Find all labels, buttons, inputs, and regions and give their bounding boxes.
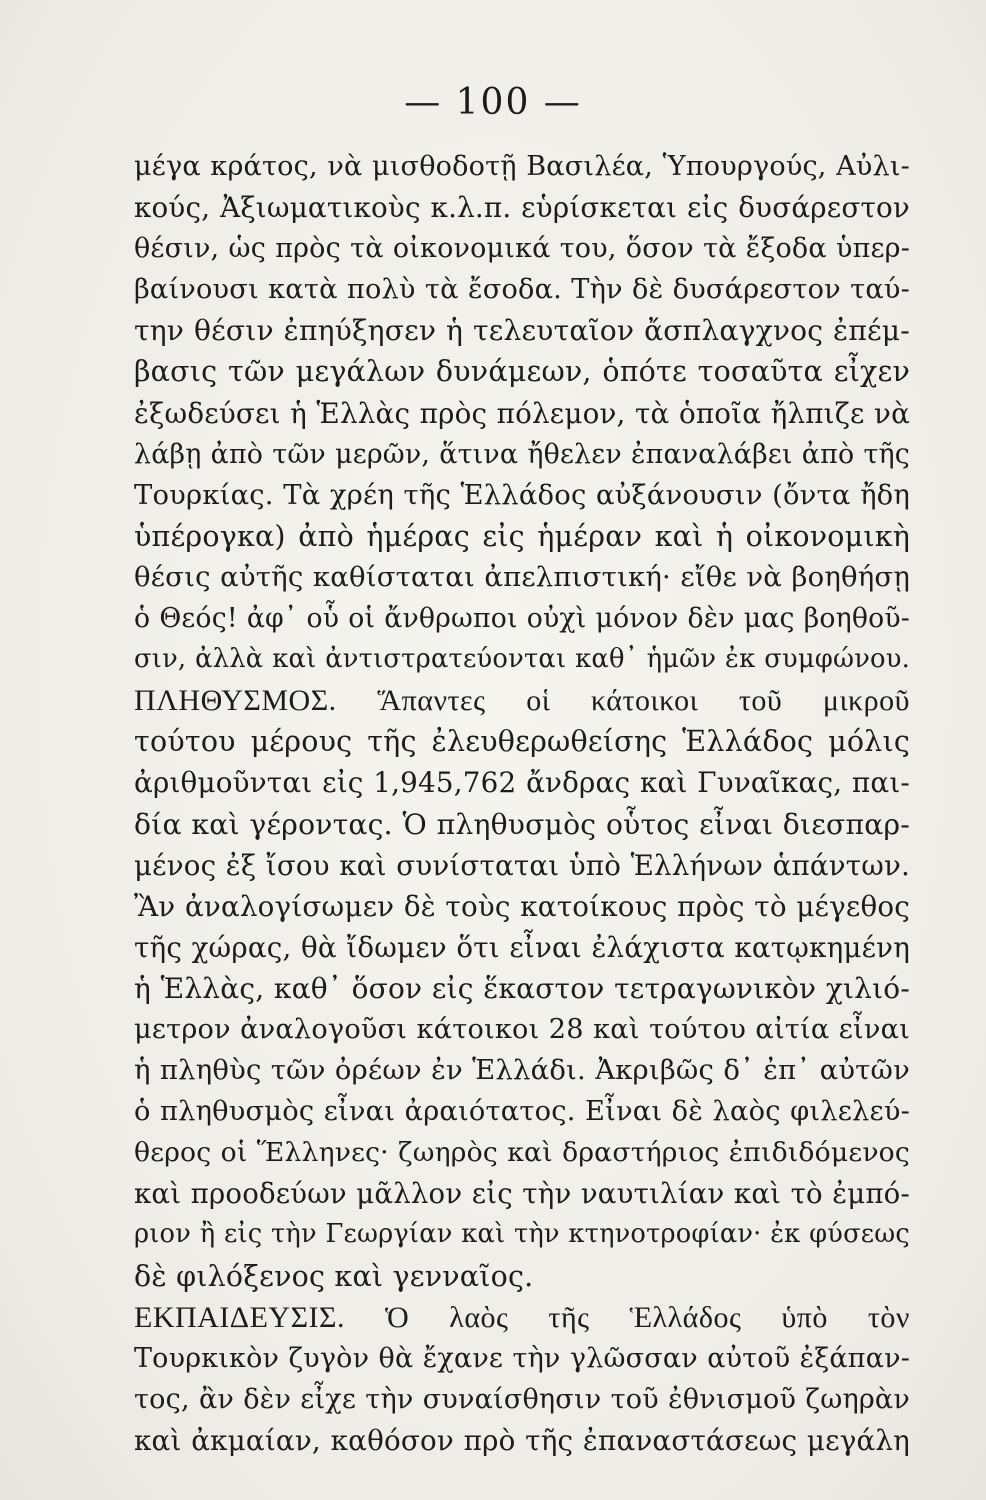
section-heading-line: ΠΛΗΘΥΣΜΟΣ. Ἅπαντες οἱ κάτοικοι τοῦ μικροῦ (134, 684, 910, 718)
text-line: Τουρκίας. Τὰ χρέη τῆς Ἑλλάδος αὐξάνουσιν (ὄντα ἤδη (134, 479, 910, 511)
text-line: κούς, Ἀξιωματικοὺς κ.λ.π. εὑρίσκεται εἰς δυσάρεστον (134, 191, 910, 225)
text-line: μετρον ἀναλογοῦσι κάτοικοι 28 καὶ τούτου αἰτία εἶναι (134, 1013, 910, 1045)
text-line: θερος οἱ Ἕλληνες· ζωηρὸς καὶ δραστήριος ἐπιδιδόμενος (134, 1137, 910, 1169)
text-line: δὲ φιλόξενος καὶ γενναῖος. (134, 1259, 534, 1293)
text-line: ριον ἢ εἰς τὴν Γεωργίαν καὶ τὴν κτηνοτροφίαν· ἐκ φύσεως (134, 1219, 910, 1250)
text-line: την θέσιν ἐπηύξησεν ἡ τελευταῖον ἄσπλαγχνος ἐπέμ- (134, 314, 910, 348)
text-line: μέγα κράτος, νὰ μισθοδοτῇ Βασιλέα, Ὑπουργούς, Αὐλι- (134, 151, 910, 182)
text-line: ἡ πληθὺς τῶν ὀρέων ἐν Ἑλλάδι. Ἀκριβῶς δ᾽ ἐπ᾽ αὐτῶν (134, 1055, 910, 1087)
text-line: ἡ Ἑλλὰς, καθ᾽ ὅσον εἰς ἕκαστον τετραγωνικὸν χιλιό- (134, 971, 910, 1005)
text-line: Τουρκικὸν ζυγὸν θὰ ἔχανε τὴν γλῶσσαν αὐτοῦ ἐξάπαν- (134, 1342, 910, 1374)
text-line: Ἂν ἀναλογίσωμεν δὲ τοὺς κατοίκους πρὸς τὸ μέγεθος (134, 889, 910, 923)
page-number: — 100 — (404, 82, 582, 123)
text-line: ἐξωδεύσει ἡ Ἑλλὰς πρὸς πόλεμον, τὰ ὁποῖα ἤλπιζε νὰ (134, 396, 910, 430)
text-line: σιν, ἀλλὰ καὶ ἀντιστρατεύονται καθ᾽ ἡμῶν ἐκ συμφώνου. (134, 644, 910, 675)
text-line: ἀριθμοῦνται εἰς 1,945,762 ἄνδρας καὶ Γυναῖκας, παι- (134, 766, 910, 800)
text-line: τούτου μέρους τῆς ἐλευθερωθείσης Ἑλλάδος μόλις (134, 725, 910, 759)
text-line: καὶ προοδεύων μᾶλλον εἰς τὴν ναυτιλίαν καὶ τὸ ἐμπό- (134, 1177, 910, 1211)
text-line: ὁ Θεός! ἀφ᾽ οὗ οἱ ἄνθρωποι οὐχὶ μόνον δὲν μας βοηθοῦ- (134, 603, 910, 635)
text-line: δία καὶ γέροντας. Ὁ πληθυσμὸς οὗτος εἶναι διεσπαρ- (134, 807, 910, 841)
text-line: βασις τῶν μεγάλων δυνάμεων, ὁπότε τοσαῦτα εἶχεν (134, 355, 910, 389)
text-line: καὶ ἀκμαίαν, καθόσον πρὸ τῆς ἐπαναστάσεως μεγάλη (134, 1423, 910, 1457)
text-line: ὑπέρογκα) ἀπὸ ἡμέρας εἰς ἡμέραν καὶ ἡ οἰκονομικὴ (134, 519, 910, 553)
text-line: θέσις αὐτῆς καθίσταται ἀπελπιστική· εἴθε νὰ βοηθήσῃ (134, 561, 910, 593)
text-line: βαίνουσι κατὰ πολὺ τὰ ἔσοδα. Τὴν δὲ δυσάρεστον ταύ- (134, 274, 910, 306)
text-line: ὁ πληθυσμὸς εἶναι ἀραιότατος. Εἶναι δὲ λαὸς φιλελεύ- (134, 1096, 910, 1128)
text-line: τος, ἂν δὲν εἶχε τὴν συναίσθησιν τοῦ ἐθνισμοῦ ζωηρὰν (134, 1383, 910, 1415)
text-line: μένος ἐξ ἴσου καὶ συνίσταται ὑπὸ Ἑλλήνων ἁπάντων. (134, 848, 910, 882)
text-line: τῆς χώρας, θὰ ἴδωμεν ὅτι εἶναι ἐλάχιστα κατῳκημένη (134, 930, 910, 964)
text-line: θέσιν, ὡς πρὸς τὰ οἰκονομικά του, ὅσον τὰ ἔξοδα ὑπερ- (134, 233, 910, 265)
section-heading-line: ΕΚΠΑΙΔΕΥΣΙΣ. Ὁ λαὸς τῆς Ἑλλάδος ὑπὸ τὸν (134, 1300, 910, 1334)
body-text (134, 146, 910, 1461)
text-line: λάβῃ ἀπὸ τῶν μερῶν, ἅτινα ἤθελεν ἐπαναλάβει ἀπὸ τῆς (134, 438, 910, 470)
